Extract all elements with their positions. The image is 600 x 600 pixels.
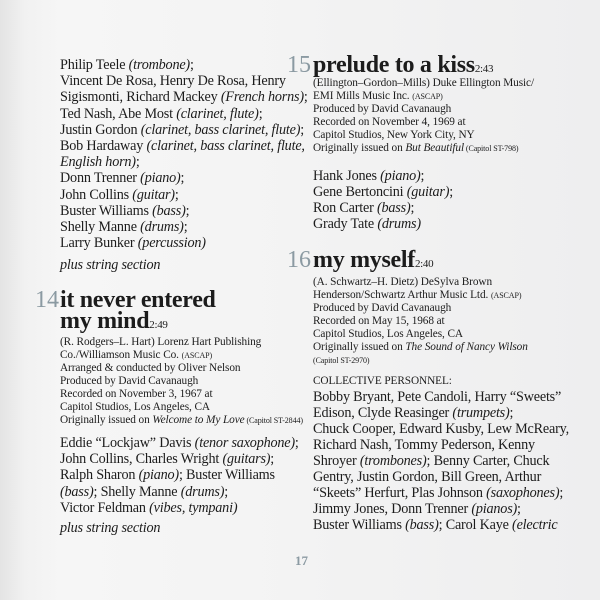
credit-line — [313, 116, 466, 129]
text-run: (trumpets) — [452, 405, 510, 421]
text-run: ; — [180, 170, 185, 186]
text-run: Eddie “Lockjaw” Davis — [60, 435, 195, 451]
text-run: (Ellington–Gordon–Mills) Duke Ellington Music/ — [313, 77, 535, 89]
text-run: (A. Schwartz–H. Dietz) DeSylva Brown — [313, 276, 492, 288]
text-run: ; — [559, 485, 564, 501]
text-run: Shelly Manne — [60, 219, 141, 235]
text-run: Justin Gordon — [60, 122, 141, 138]
text-run: ; — [270, 451, 275, 467]
text-run: (piano) — [140, 170, 181, 186]
text-run: (trombones) — [359, 453, 427, 469]
text-run: ; — [183, 219, 188, 235]
credit-line — [60, 375, 198, 388]
text-run: Hank Jones — [313, 168, 381, 184]
credit-line — [313, 315, 445, 328]
credit-line — [313, 289, 521, 302]
string-section-note: plus string section — [60, 257, 161, 273]
credit-line — [313, 354, 369, 367]
text-run: Capitol Studios, Los Angeles, CA — [313, 328, 463, 340]
text-run: Ron Carter — [313, 200, 377, 216]
text-run: Capitol Studios, New York City, NY — [313, 129, 475, 141]
text-run: ; Carol Kaye — [438, 517, 513, 533]
personnel-line — [313, 184, 453, 200]
personnel-line — [60, 203, 189, 219]
personnel-line — [313, 501, 521, 517]
text-run: (bass) — [152, 203, 186, 219]
personnel-line — [60, 451, 274, 467]
page-number: 17 — [295, 553, 308, 568]
text-run: Bobby Bryant, Pete Candoli, Harry “Sweets” — [313, 389, 562, 405]
track-title-text: my mind — [60, 308, 150, 334]
text-run: Richard Nash, Tommy Pederson, Kenny — [313, 437, 535, 453]
track-title — [313, 52, 494, 79]
personnel-line — [60, 89, 308, 105]
credit-line — [60, 414, 303, 427]
text-run: Originally issued on — [313, 341, 406, 353]
text-run: (vibes, tympani) — [149, 500, 238, 516]
text-run: (trombone) — [128, 57, 190, 73]
personnel-line — [60, 467, 275, 483]
text-run: (piano) — [138, 467, 179, 483]
text-run: ; — [509, 405, 514, 421]
text-run: (R. Rodgers–L. Hart) Lorenz Hart Publishing — [60, 336, 262, 348]
credit-line — [313, 90, 443, 103]
text-run: Larry Bunker — [60, 235, 138, 251]
text-run: ; — [185, 203, 190, 219]
text-run: Recorded on May 15, 1968 at — [313, 315, 445, 327]
personnel-line — [60, 219, 187, 235]
text-run: (bass) — [377, 200, 411, 216]
text-run: English horn) — [60, 154, 136, 170]
credit-line — [313, 341, 528, 354]
text-run: ; — [420, 168, 425, 184]
credit-line — [313, 103, 451, 116]
personnel-line — [313, 421, 569, 437]
personnel-line — [313, 485, 563, 501]
personnel-line — [60, 106, 262, 122]
personnel-line — [313, 517, 558, 533]
track-number: 16 — [287, 247, 311, 273]
text-run: ; — [449, 184, 454, 200]
text-run: ; — [224, 484, 229, 500]
credit-line — [313, 302, 451, 315]
credit-line — [60, 401, 210, 414]
credit-line — [313, 77, 534, 90]
text-run: The Sound of Nancy Wilson — [405, 341, 528, 353]
text-run: Grady Tate — [313, 216, 378, 232]
personnel-line — [313, 453, 549, 469]
text-run: Jimmy Jones, Donn Trenner — [313, 501, 472, 517]
text-run: (electric — [512, 517, 558, 533]
personnel-line — [60, 187, 179, 203]
text-run: ; — [294, 435, 299, 451]
text-run: Donn Trenner — [60, 170, 141, 186]
personnel-heading: COLLECTIVE PERSONNEL: — [313, 375, 452, 387]
text-run: (ASCAP) — [490, 291, 522, 300]
text-run: Bob Hardaway — [60, 138, 147, 154]
personnel-line — [313, 389, 561, 405]
track-duration: 2:43 — [474, 63, 494, 75]
text-run: Welcome to My Love — [152, 414, 245, 426]
personnel-line — [60, 138, 305, 154]
text-run: ; — [303, 89, 308, 105]
text-run: Recorded on November 4, 1969 at — [313, 116, 466, 128]
text-run: “Skeets” Herfurt, Plas Johnson — [313, 485, 487, 501]
text-run: (clarinet, bass clarinet, flute, — [146, 138, 305, 154]
personnel-line — [60, 235, 206, 251]
text-run: (pianos) — [471, 501, 518, 517]
text-run: Produced by David Cavanaugh — [313, 302, 452, 314]
credit-line — [313, 129, 475, 142]
text-run: (clarinet, bass clarinet, flute) — [140, 122, 301, 138]
text-run: Originally issued on — [60, 414, 153, 426]
text-run: (bass) — [405, 517, 439, 533]
personnel-line — [60, 154, 140, 170]
text-run: Recorded on November 3, 1967 at — [60, 388, 213, 400]
text-run: (French horns) — [220, 89, 304, 105]
text-run: (ASCAP) — [181, 351, 213, 360]
text-run: (guitars) — [222, 451, 271, 467]
text-run: Philip Teele — [60, 57, 129, 73]
text-run: (bass) — [60, 484, 94, 500]
text-run: ; — [258, 106, 263, 122]
text-run: Vincent De Rosa, Henry De Rosa, Henry — [60, 73, 286, 89]
track-title-text: prelude to a kiss — [313, 52, 475, 78]
personnel-line — [60, 57, 194, 73]
personnel-line — [313, 200, 414, 216]
personnel-line — [313, 168, 424, 184]
text-run: Originally issued on — [313, 142, 406, 154]
text-run: Ralph Sharon — [60, 467, 139, 483]
personnel-line — [313, 437, 535, 453]
text-run: John Collins, Charles Wright — [60, 451, 223, 467]
text-run: Buster Williams — [313, 517, 406, 533]
text-run: Produced by David Cavanaugh — [60, 375, 199, 387]
text-run: ; — [300, 122, 305, 138]
text-run: (tenor saxophone) — [194, 435, 295, 451]
text-run: (Capitol ST-798) — [464, 144, 519, 153]
personnel-line — [313, 216, 421, 232]
text-run: Buster Williams — [60, 203, 153, 219]
text-run: Gentry, Justin Gordon, Bill Green, Arthur — [313, 469, 542, 485]
text-run: But Beautiful — [405, 142, 464, 154]
text-run: Gene Bertoncini — [313, 184, 407, 200]
credit-line — [313, 142, 518, 155]
text-run: EMI Mills Music Inc. — [313, 90, 413, 102]
personnel-line — [60, 484, 228, 500]
text-run: Henderson/Schwartz Arthur Music Ltd. — [313, 289, 491, 301]
text-run: ; — [189, 57, 194, 73]
text-run: (clarinet, flute) — [176, 106, 259, 122]
text-run: ; — [517, 501, 521, 517]
credit-line — [313, 276, 492, 289]
text-run: Victor Feldman — [60, 500, 150, 516]
track-title — [60, 287, 216, 313]
text-run: Arranged & conducted by Oliver Nelson — [60, 362, 241, 374]
track-title — [60, 308, 168, 335]
personnel-line — [60, 170, 184, 186]
text-run: Co./Williamson Music Co. — [60, 349, 182, 361]
text-run: Chuck Cooper, Edward Kusby, Lew McReary, — [313, 421, 569, 437]
credit-line — [60, 388, 213, 401]
text-run: (ASCAP) — [412, 92, 443, 101]
personnel-line — [60, 122, 304, 138]
track-duration: 2:40 — [414, 258, 434, 270]
text-run: Capitol Studios, Los Angeles, CA — [60, 401, 210, 413]
text-run: ; — [174, 187, 179, 203]
text-run: (guitar) — [406, 184, 450, 200]
text-run: (guitar) — [132, 187, 175, 203]
personnel-line — [313, 405, 513, 421]
personnel-line — [60, 73, 286, 89]
text-run: (drums) — [180, 484, 225, 500]
text-run: Produced by David Cavanaugh — [313, 103, 452, 115]
text-run: (drums) — [140, 219, 184, 235]
text-run: Edison, Clyde Reasinger — [313, 405, 453, 421]
personnel-line — [60, 435, 299, 451]
track-duration: 2:49 — [149, 319, 168, 331]
track-title-text: it never entered — [60, 287, 216, 313]
text-run: (drums) — [377, 216, 421, 232]
personnel-line — [60, 500, 237, 516]
track-number: 15 — [287, 52, 311, 78]
text-run: (Capitol ST-2844) — [244, 416, 303, 425]
track-title — [313, 247, 434, 274]
text-run: ; Shelly Manne — [93, 484, 181, 500]
credit-line — [60, 336, 261, 349]
credit-line — [313, 328, 463, 341]
text-run: ; — [410, 200, 415, 216]
text-run: Ted Nash, Abe Most — [60, 106, 177, 122]
text-run: ; Benny Carter, Chuck — [426, 453, 550, 469]
text-run: (Capitol ST-2970) — [313, 356, 370, 365]
text-run: Sigismonti, Richard Mackey — [60, 89, 221, 105]
text-run: (piano) — [380, 168, 421, 184]
text-run: (saxophones) — [486, 485, 560, 501]
track-title-text: my myself — [313, 247, 415, 273]
string-section-note: plus string section — [60, 520, 161, 536]
text-run: Shroyer — [313, 453, 360, 469]
credit-line — [60, 362, 240, 375]
track-number: 14 — [35, 287, 59, 313]
text-run: John Collins — [60, 187, 133, 203]
text-run: ; — [135, 154, 140, 170]
text-run: (percussion) — [137, 235, 206, 251]
text-run: ; Buster Williams — [178, 467, 275, 483]
credit-line — [60, 349, 212, 362]
personnel-line — [313, 469, 541, 485]
